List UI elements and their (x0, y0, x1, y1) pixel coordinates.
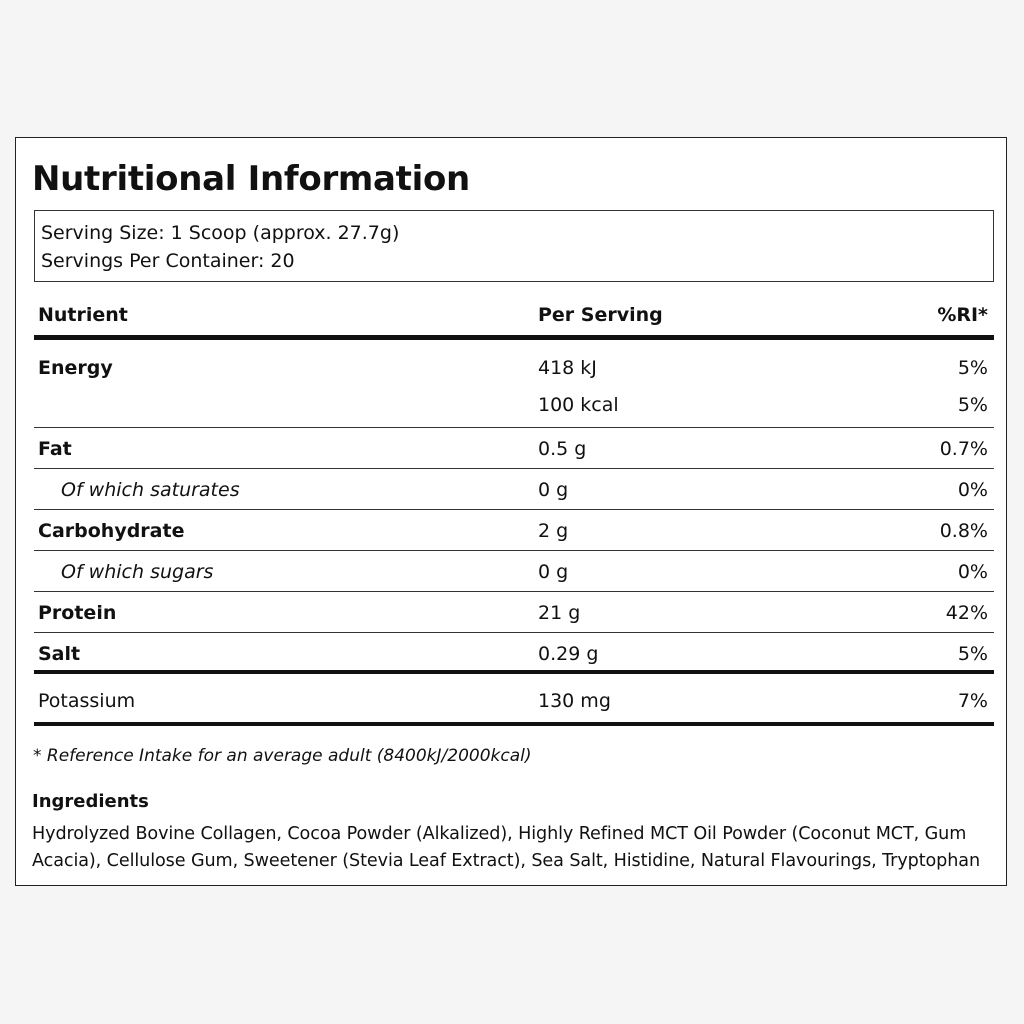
table-row-carbohydrate (34, 510, 994, 551)
table-row-sugars (34, 551, 994, 592)
ri-footnote: * Reference Intake for an average adult (8400kJ/2000kcal) (33, 746, 532, 766)
nutrient-ri: 0% (957, 479, 988, 501)
nutrient-amount: 418 kJ (538, 357, 597, 379)
table-row-salt (34, 633, 994, 674)
nutrient-ri: 7% (957, 690, 988, 712)
nutrient-ri: 5% (957, 643, 988, 665)
nutrient-name: Salt (38, 643, 81, 665)
table-row-protein (34, 592, 994, 633)
table-row-energy-kj (34, 340, 994, 386)
table-row-potassium (34, 674, 994, 726)
nutrient-ri: 0% (957, 561, 988, 583)
nutrient-ri: 0.8% (939, 520, 988, 542)
table-row-fat (34, 428, 994, 469)
nutrient-name: Of which sugars (61, 561, 214, 583)
nutrient-name: Fat (38, 438, 72, 460)
nutrient-amount: 21 g (538, 602, 581, 624)
nutrient-ri: 5% (957, 357, 988, 379)
nutrient-amount: 0 g (538, 561, 569, 583)
nutrient-ri: 5% (957, 394, 988, 416)
nutrient-ri: 42% (945, 602, 988, 624)
ingredients-list: Hydrolyzed Bovine Collagen, Cocoa Powder (Alkalized), Highly Refined MCT Oil Powder (Coconut MCT, Gum Acacia), Cellulose Gum, Sweetener (Stevia Leaf Extract), Sea Salt, Histidine, Natural Flavourings, Tryptophan (32, 824, 981, 871)
nutrient-name: Carbohydrate (38, 520, 185, 542)
nutrient-amount: 0.29 g (538, 643, 599, 665)
nutrient-amount: 130 mg (538, 690, 611, 712)
nutrient-amount: 2 g (538, 520, 569, 542)
nutrient-amount: 0.5 g (538, 438, 587, 460)
nutrient-name: Of which saturates (61, 479, 240, 501)
nutrient-name: Energy (38, 357, 113, 379)
servings-per-container: Servings Per Container: 20 (41, 250, 295, 272)
header-ri: %RI* (937, 304, 988, 326)
serving-info-box (34, 210, 994, 282)
table-row-energy-kcal (34, 386, 994, 428)
table-row-saturates (34, 469, 994, 510)
nutrition-label (15, 137, 1007, 886)
label-title: Nutritional Information (32, 159, 470, 199)
nutrition-table (34, 286, 994, 726)
header-nutrient: Nutrient (38, 304, 128, 326)
serving-size: Serving Size: 1 Scoop (approx. 27.7g) (41, 222, 400, 244)
nutrient-amount: 100 kcal (538, 394, 619, 416)
ingredients-heading: Ingredients (32, 791, 149, 812)
nutrient-ri: 0.7% (939, 438, 988, 460)
nutrient-name: Potassium (38, 690, 136, 712)
nutrient-name: Protein (38, 602, 117, 624)
table-header-row (34, 286, 994, 340)
header-per-serving: Per Serving (538, 304, 663, 326)
nutrient-amount: 0 g (538, 479, 569, 501)
